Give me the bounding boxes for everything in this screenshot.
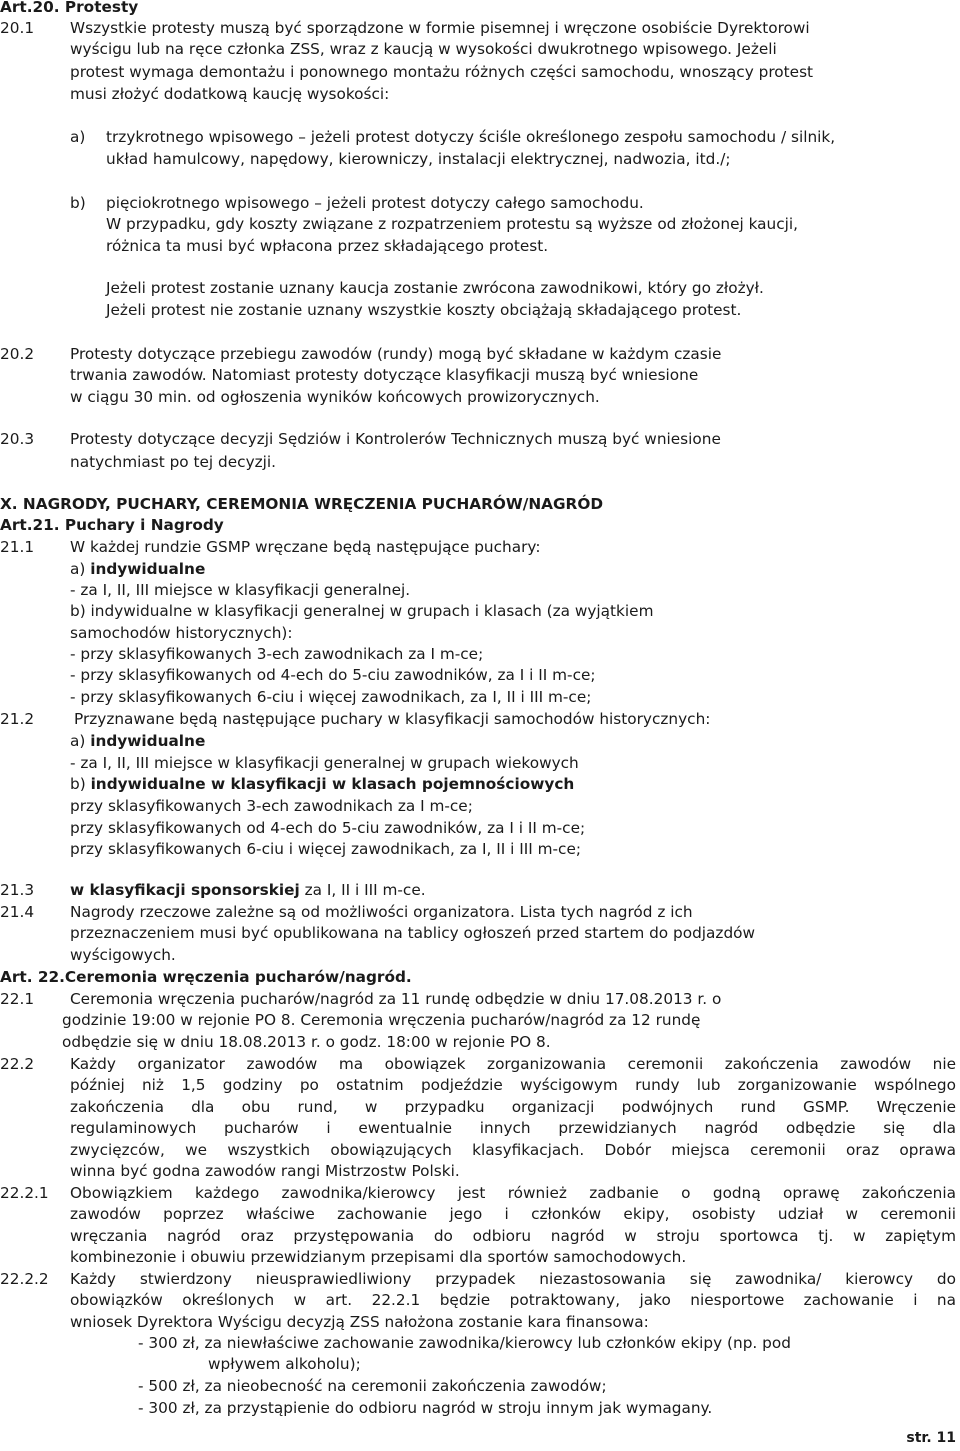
p21-1-line6: - przy sklasyfikowanych 3-ech zawodnikach za I m-ce; — [70, 645, 484, 663]
p20-1-a-line2: układ hamulcowy, napędowy, kierowniczy, instalacji elektrycznej, nadwozia, itd./; — [106, 150, 731, 168]
p22-2-1-line1: Obowiązkiem każdego zawodnika/kierowcy jest również zadbanie o godną oprawę zakończenia — [70, 1184, 956, 1202]
p21-1-line5: samochodów historycznych): — [70, 624, 293, 642]
p22-2-2-line1: Każdy stwierdzony nieusprawiedliwiony przypadek niezastosowania się zawodnika/ kierowcy do — [70, 1270, 956, 1288]
p20-1-w-line1: W przypadku, gdy koszty związane z rozpatrzeniem protestu są wyższe od złożonej kaucji, — [106, 215, 799, 233]
p21-1-line4: b) indywidualne w klasyfikacji generalnej w grupach i klasach (za wyjątkiem — [70, 602, 654, 620]
p20-2-num: 20.2 — [0, 345, 35, 363]
art22-heading: Art. 22.Ceremonia wręczenia pucharów/nagród. — [0, 968, 412, 986]
p21-2-line5: przy sklasyfikowanych 3-ech zawodnikach za I m-ce; — [70, 797, 473, 815]
p22-2-2-item1: - 300 zł, za niewłaściwe zachowanie zawodnika/kierowcy lub członków ekipy (np. pod — [138, 1334, 791, 1352]
p20-2-line1: Protesty dotyczące przebiegu zawodów (rundy) mogą być składane w każdym czasie — [70, 345, 722, 363]
p21-3-line — [70, 880, 426, 901]
p22-2-1-line2: zawodów poprzez właściwe zachowanie jego i członków ekipy, osobisty udział w ceremonii — [70, 1205, 956, 1223]
p21-1-line7: - przy sklasyfikowanych od 4-ech do 5-ciu zawodników, za I i II m-ce; — [70, 666, 596, 684]
p22-2-1-line3: wręczania nagród oraz przystępowania do odbioru nagród w stroju sportowca tj. w zapiętym — [70, 1227, 956, 1245]
p21-1-a-bold: indywidualne — [90, 560, 206, 578]
p21-4-line3: wyścigowych. — [70, 946, 176, 964]
p22-2-1-line4: kombinezonie i obuwiu przewidzianym przepisami dla sportów samochodowych. — [70, 1248, 687, 1266]
p22-2-1-num: 22.2.1 — [0, 1184, 49, 1202]
p22-2-line1: Każdy organizator zawodów ma obowiązek zorganizowania ceremonii zakończenia zawodów nie — [70, 1055, 956, 1073]
p22-1-line1: Ceremonia wręczenia pucharów/nagród za 11 rundę odbędzie w dniu 17.08.2013 r. o — [70, 990, 722, 1008]
p21-3-num: 21.3 — [0, 881, 35, 899]
p22-2-2-item3: - 300 zł, za przystąpienie do odbioru nagród w stroju innym jak wymagany. — [138, 1399, 713, 1417]
p22-2-line6: winna być godna zawodów rangi Mistrzostw Polski. — [70, 1162, 460, 1180]
p21-4-line1: Nagrody rzeczowe zależne są od możliwości organizatora. Lista tych nagród z ich — [70, 903, 693, 921]
p21-2-line4 — [70, 774, 574, 795]
p21-2-b-prefix: b) — [70, 775, 86, 793]
p22-2-line4: regulaminowych pucharów i ewentualnie innych przewidzianych nagród odbędzie się dla — [70, 1119, 956, 1137]
art21-heading: Art.21. Puchary i Nagrody — [0, 516, 224, 534]
page-number: str. 11 — [906, 1430, 956, 1446]
p22-2-2-line2: obowiązków określonych w art. 22.2.1 będzie potraktowany, jako niesportowe zachowanie i na — [70, 1291, 956, 1309]
p22-2-line5: zwycięzców, we wszystkich obowiązujących klasyfikacjach. Dobór miejsca ceremonii oraz oprawa — [70, 1141, 956, 1159]
p22-2-2-num: 22.2.2 — [0, 1270, 49, 1288]
p21-3-rest: za I, II i III m-ce. — [299, 881, 426, 899]
p21-1-num: 21.1 — [0, 538, 35, 556]
p20-1-a-line1: trzykrotnego wpisowego – jeżeli protest dotyczy ściśle określonego zespołu samochodu / silnik, — [106, 128, 836, 146]
p21-2-line1: Przyznawane będą następujące puchary w klasyfikacji samochodów historycznych: — [74, 710, 711, 728]
p21-1-line2 — [70, 559, 205, 580]
p21-2-b-bold: indywidualne w klasyfikacji w klasach pojemnościowych — [90, 775, 575, 793]
p20-1-a-label: a) — [70, 128, 86, 146]
p20-1-j-line1: Jeżeli protest zostanie uznany kaucja zostanie zwrócona zawodnikowi, który go złożył. — [106, 279, 764, 297]
p20-2-line3: w ciągu 30 min. od ogłoszenia wyników końcowych prowizorycznych. — [70, 388, 600, 406]
p20-3-line2: natychmiast po tej decyzji. — [70, 453, 277, 471]
p21-2-a-prefix: a) — [70, 732, 86, 750]
p22-2-2-line3: wniosek Dyrektora Wyścigu decyzją ZSS nałożona zostanie kara finansowa: — [70, 1313, 649, 1331]
p22-2-line3: zakończenia dla obu rund, w przypadku organizacji podwójnych rund GSMP. Wręczenie — [70, 1098, 956, 1116]
p21-1-line1: W każdej rundzie GSMP wręczane będą następujące puchary: — [70, 538, 541, 556]
p22-2-2-item2: - 500 zł, za nieobecność na ceremonii zakończenia zawodów; — [138, 1377, 607, 1395]
p21-4-num: 21.4 — [0, 903, 35, 921]
p20-2-line2: trwania zawodów. Natomiast protesty dotyczące klasyfikacji muszą być wniesione — [70, 366, 699, 384]
p22-2-line2: później niż 1,5 godziny po ostatnim podjeździe wyścigowym rundy lub zorganizowanie wspólnego — [70, 1076, 956, 1094]
p20-1-j-line2: Jeżeli protest nie zostanie uznany wszystkie koszty obciążają składającego protest. — [106, 301, 742, 319]
p21-2-line2 — [70, 731, 205, 752]
p21-4-line2: przeznaczeniem musi być opublikowana na tablicy ogłoszeń przed startem do podjazdów — [70, 924, 756, 942]
p20-3-line1: Protesty dotyczące decyzji Sędziów i Kontrolerów Technicznych muszą być wniesione — [70, 430, 721, 448]
p20-1-w-line2: różnica ta musi być wpłacona przez składającego protest. — [106, 237, 549, 255]
p20-3-num: 20.3 — [0, 430, 35, 448]
p21-1-line8: - przy sklasyfikowanych 6-ciu i więcej zawodnikach, za I, II i III m-ce; — [70, 688, 592, 706]
p21-2-line6: przy sklasyfikowanych od 4-ech do 5-ciu zawodników, za I i II m-ce; — [70, 819, 586, 837]
p22-2-num: 22.2 — [0, 1055, 35, 1073]
p21-1-line3: - za I, II, III miejsce w klasyfikacji generalnej. — [70, 581, 411, 599]
p21-2-line3: - za I, II, III miejsce w klasyfikacji generalnej w grupach wiekowych — [70, 754, 579, 772]
p20-1-line3: protest wymaga demontażu i ponownego montażu różnych części samochodu, wnoszący protest — [70, 63, 814, 81]
p21-2-line7: przy sklasyfikowanych 6-ciu i więcej zawodnikach, za I, II i III m-ce; — [70, 840, 582, 858]
section-x-heading: X. NAGRODY, PUCHARY, CEREMONIA WRĘCZENIA PUCHARÓW/NAGRÓD — [0, 495, 604, 513]
art20-heading: Art.20. Protesty — [0, 0, 139, 16]
p21-2-a-bold: indywidualne — [90, 732, 206, 750]
p21-3-bold: w klasyfikacji sponsorskiej — [70, 881, 300, 899]
p22-1-line3: odbędzie się w dniu 18.08.2013 r. o godz. 18:00 w rejonie PO 8. — [62, 1033, 551, 1051]
p20-1-b-line1: pięciokrotnego wpisowego – jeżeli protest dotyczy całego samochodu. — [106, 194, 644, 212]
p22-1-num: 22.1 — [0, 990, 35, 1008]
p22-2-2-item1-cont: wpływem alkoholu); — [208, 1355, 361, 1373]
p22-1-line2: godzinie 19:00 w rejonie PO 8. Ceremonia wręczenia pucharów/nagród za 12 rundę — [62, 1011, 701, 1029]
p20-1-line1: Wszystkie protesty muszą być sporządzone w formie pisemnej i wręczone osobiście Dyrektorowi — [70, 19, 810, 37]
p21-2-num: 21.2 — [0, 710, 35, 728]
p20-1-line2: wyścigu lub na ręce członka ZSS, wraz z kaucją w wysokości dwukrotnego wpisowego. Jeżeli — [70, 40, 777, 58]
p21-1-a-prefix: a) — [70, 560, 86, 578]
p20-1-num: 20.1 — [0, 19, 35, 37]
p20-1-line4: musi złożyć dodatkową kaucję wysokości: — [70, 85, 390, 103]
p20-1-b-label: b) — [70, 194, 86, 212]
